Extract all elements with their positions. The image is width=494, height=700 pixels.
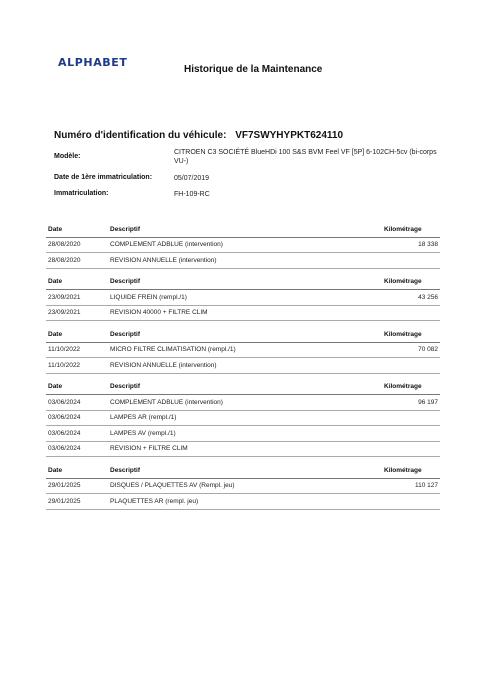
table-row <box>46 494 440 510</box>
cell-date: 03/06/2024 <box>46 395 108 411</box>
table-row <box>46 237 440 253</box>
column-header-date: Date <box>46 380 108 395</box>
cell-kilometrage: 110 127 <box>382 478 440 494</box>
table-header-row <box>46 275 440 290</box>
cell-date: 11/10/2022 <box>46 342 108 358</box>
cell-descriptif: LIQUIDE FREIN (rempl./1) <box>108 290 382 306</box>
column-header-descriptif: Descriptif <box>108 327 382 342</box>
column-header-descriptif: Descriptif <box>108 222 382 237</box>
cell-descriptif: MICRO FILTRE CLIMATISATION (rempl./1) <box>108 342 382 358</box>
cell-date: 28/08/2020 <box>46 237 108 253</box>
first-registration-label: Date de 1ère immatriculation: <box>54 174 153 181</box>
cell-date: 03/06/2024 <box>46 426 108 442</box>
table-header-row <box>46 327 440 342</box>
cell-descriptif: REVISION + FILTRE CLIM <box>108 441 382 457</box>
table-row <box>46 358 440 374</box>
table-header-row <box>46 380 440 395</box>
cell-kilometrage: 70 082 <box>382 342 440 358</box>
maintenance-table <box>46 222 440 269</box>
cell-date: 23/09/2021 <box>46 290 108 306</box>
cell-descriptif: COMPLEMENT ADBLUE (intervention) <box>108 237 382 253</box>
model-label: Modèle: <box>54 153 81 160</box>
table-row <box>46 441 440 457</box>
cell-descriptif: PLAQUETTES AR (rempl. jeu) <box>108 494 382 510</box>
column-header-kilometrage: Kilométrage <box>382 275 440 290</box>
cell-descriptif: REVISION 40000 + FILTRE CLIM <box>108 305 382 321</box>
column-header-kilometrage: Kilométrage <box>382 380 440 395</box>
maintenance-table <box>46 327 440 374</box>
column-header-descriptif: Descriptif <box>108 275 382 290</box>
cell-date: 23/09/2021 <box>46 305 108 321</box>
table-header-row <box>46 463 440 478</box>
table-row <box>46 395 440 411</box>
table-row <box>46 342 440 358</box>
vin-label: Numéro d'identification du véhicule: <box>54 130 227 141</box>
cell-date: 29/01/2025 <box>46 478 108 494</box>
cell-kilometrage: 43 256 <box>382 290 440 306</box>
cell-descriptif: DISQUES / PLAQUETTES AV (Rempl. jeu) <box>108 478 382 494</box>
column-header-date: Date <box>46 275 108 290</box>
page-title: Historique de la Maintenance <box>184 64 323 75</box>
cell-kilometrage: 96 197 <box>382 395 440 411</box>
table-row <box>46 478 440 494</box>
cell-descriptif: LAMPES AR (rempl./1) <box>108 410 382 426</box>
table-row <box>46 253 440 269</box>
cell-kilometrage <box>382 441 440 457</box>
table-row <box>46 410 440 426</box>
table-row <box>46 426 440 442</box>
cell-descriptif: REVISION ANNUELLE (intervention) <box>108 253 382 269</box>
maintenance-table <box>46 463 440 510</box>
column-header-date: Date <box>46 463 108 478</box>
column-header-descriptif: Descriptif <box>108 380 382 395</box>
column-header-date: Date <box>46 222 108 237</box>
cell-kilometrage <box>382 305 440 321</box>
column-header-kilometrage: Kilométrage <box>382 463 440 478</box>
maintenance-table <box>46 275 440 322</box>
cell-date: 11/10/2022 <box>46 358 108 374</box>
cell-kilometrage <box>382 253 440 269</box>
table-row <box>46 305 440 321</box>
maintenance-tables <box>46 222 440 516</box>
vin-line <box>54 130 343 141</box>
cell-descriptif: REVISION ANNUELLE (intervention) <box>108 358 382 374</box>
cell-kilometrage <box>382 494 440 510</box>
registration-label: Immatriculation: <box>54 190 109 197</box>
cell-date: 03/06/2024 <box>46 410 108 426</box>
table-row <box>46 290 440 306</box>
column-header-descriptif: Descriptif <box>108 463 382 478</box>
cell-descriptif: COMPLEMENT ADBLUE (intervention) <box>108 395 382 411</box>
model-value: CITROEN C3 SOCIÉTÉ BlueHDi 100 S&S BVM Feel VF [5P] 6-102CH-5cv (bi-corps VU-) <box>174 149 437 165</box>
first-registration-value: 05/07/2019 <box>174 175 210 182</box>
cell-date: 28/08/2020 <box>46 253 108 269</box>
table-header-row <box>46 222 440 237</box>
cell-kilometrage <box>382 426 440 442</box>
cell-kilometrage <box>382 358 440 374</box>
cell-date: 29/01/2025 <box>46 494 108 510</box>
cell-descriptif: LAMPES AV (rempl./1) <box>108 426 382 442</box>
cell-date: 03/06/2024 <box>46 441 108 457</box>
cell-kilometrage <box>382 410 440 426</box>
column-header-kilometrage: Kilométrage <box>382 222 440 237</box>
maintenance-table <box>46 380 440 458</box>
column-header-date: Date <box>46 327 108 342</box>
cell-kilometrage: 18 338 <box>382 237 440 253</box>
registration-value: FH-109-RC <box>174 191 210 198</box>
column-header-kilometrage: Kilométrage <box>382 327 440 342</box>
company-logo: ALPHABET <box>58 56 128 69</box>
vin-value: VF7SWYHYPKT624110 <box>235 130 344 141</box>
